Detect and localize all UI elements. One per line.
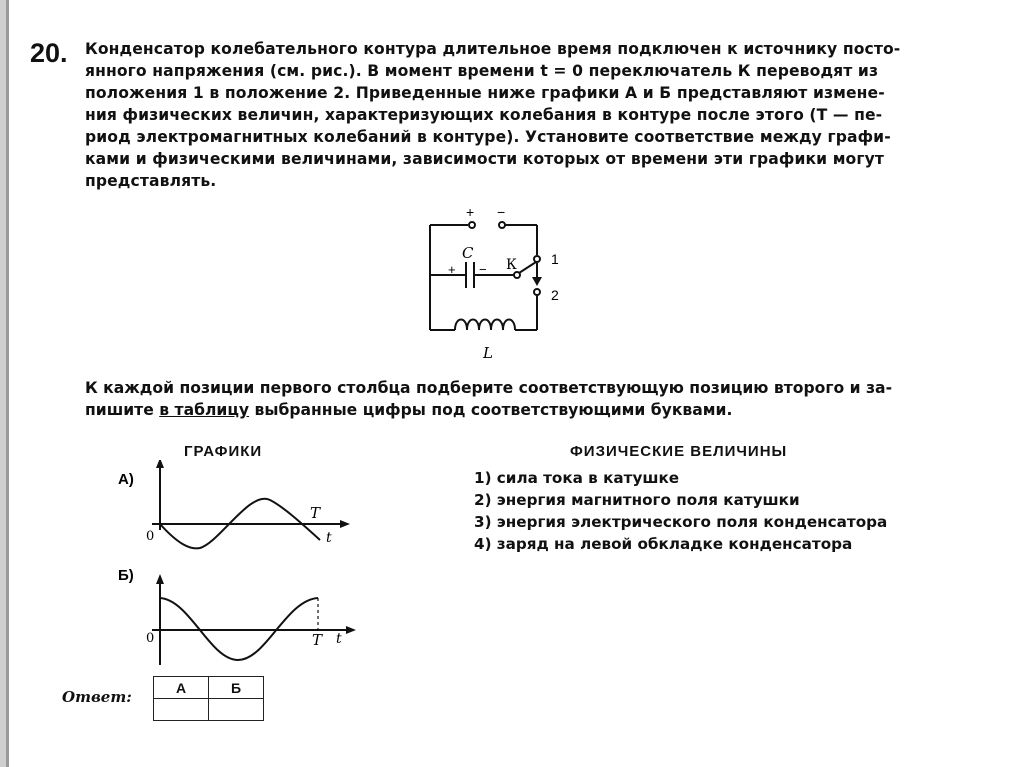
problem-line: ния физических величин, характеризующих колебания в контуре после этого (T — пе- [85,106,883,124]
answer-cell-a[interactable] [154,699,209,721]
answer-col-b-header: Б [209,677,264,699]
battery-minus-label: − [497,204,506,220]
graph-a-y-arrow-icon [156,460,164,468]
list-item: 4) заряд на левой обкладке конденсатора [474,535,853,553]
graph-b-period-label: T [312,631,323,649]
list-item: 3) энергия электрического поля конденсатора [474,513,888,531]
problem-statement [85,38,975,192]
graph-a-label: А) [118,471,134,488]
graph-b-x-arrow-icon [346,626,356,634]
switch-position-2: 2 [551,287,559,303]
problem-number: 20. [30,38,68,68]
capacitor-plus-label: + [448,262,456,277]
list-item: 2) энергия магнитного поля катушки [474,491,800,509]
switch-arrow-icon [532,277,542,286]
graph-a-period-label: T [310,504,321,522]
circuit-diagram [410,200,590,370]
answer-label: Ответ: [62,688,132,706]
graph-b-time-label: t [336,631,342,647]
battery-plus-label: + [466,204,475,220]
capacitor-label: C [462,244,474,262]
graphs-panel [110,460,360,675]
instruction-text-part: выбранные цифры под соответствующими буквами. [249,401,733,419]
problem-line: положения 1 в положение 2. Приведенные ниже графики А и Б представляют измене- [85,84,885,102]
problem-line: представлять. [85,172,217,190]
graph-b-origin: 0 [146,631,155,646]
graph-b-label: Б) [118,567,134,584]
graph-a-time-label: t [326,530,332,546]
physical-quantities-list [474,467,887,555]
instruction-text-part: пишите [85,401,160,419]
graph-a-origin: 0 [146,529,155,544]
list-item: 1) сила тока в катушке [474,469,680,487]
instruction-line [85,399,975,421]
answer-col-a-header: А [154,677,209,699]
answer-table [153,676,264,721]
graphs-header: ГРАФИКИ [184,443,263,460]
instruction-text [85,377,975,421]
problem-line: янного напряжения (см. рис.). В момент времени t = 0 переключатель К переводят из [85,62,879,80]
switch-position-1: 1 [551,251,559,267]
capacitor-minus-label: − [479,262,487,277]
problem-line: ками и физическими величинами, зависимости которых от времени эти графики могут [85,150,885,168]
switch-label: К [506,257,517,273]
inductor-label: L [483,344,493,362]
slide-frame-edge-inner [6,0,9,767]
problem-line: риод электромагнитных колебаний в контуре). Установите соответствие между графи- [85,128,891,146]
problem-line: Конденсатор колебательного контура длительное время подключен к источнику посто- [85,40,901,58]
table-link[interactable]: в таблицу [159,401,250,419]
graph-b-y-arrow-icon [156,574,164,584]
physical-quantities-header: ФИЗИЧЕСКИЕ ВЕЛИЧИНЫ [570,443,788,460]
graph-a-x-arrow-icon [340,520,350,528]
instruction-line: К каждой позиции первого столбца подберите соответствующую позицию второго и за- [85,379,893,397]
answer-cell-b[interactable] [209,699,264,721]
